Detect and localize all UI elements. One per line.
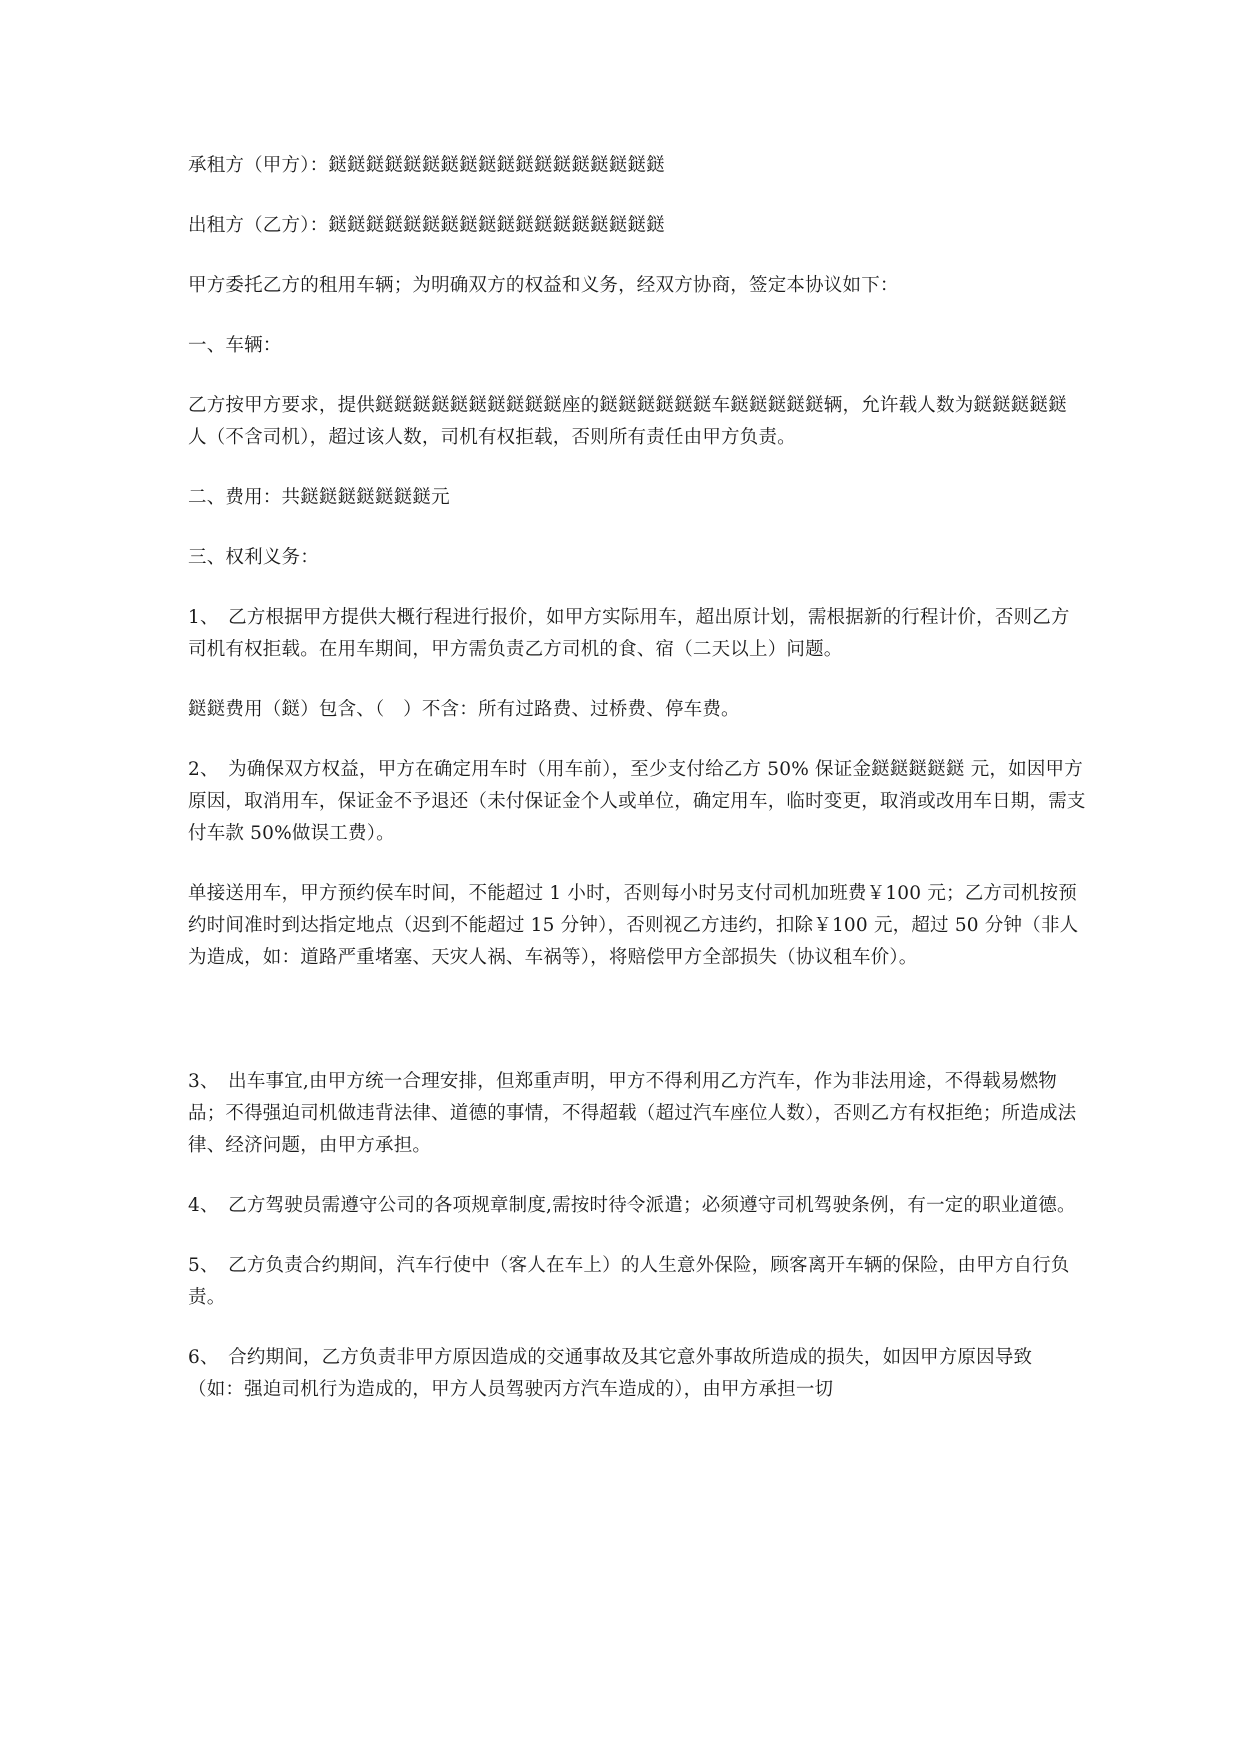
- shuttle-paragraph: 单接送用车，甲方预约侯车时间，不能超过 1 小时，否则每小时另支付司机加班费￥100 元；乙方司机按预约时间准时到达指定地点（迟到不能超过 15 分钟），否则视乙方违约，扣除￥100 元，超过 50 分钟（非人为造成，如：道路严重堵塞、天灾人祸、车祸等），将赔偿甲方全部损失（协议租车价）。: [188, 883, 1079, 968]
- clause-5: 5、 乙方负责合约期间，汽车行使中（客人在车上）的人生意外保险，顾客离开车辆的保险，由甲方自行负责。: [188, 1255, 1070, 1308]
- clause-1: 1、 乙方根据甲方提供大概行程进行报价，如甲方实际用车，超出原计划，需根据新的行程计价，否则乙方司机有权拒载。在用车期间，甲方需负责乙方司机的食、宿（二天以上）问题。: [188, 607, 1070, 660]
- lessee-line: 承租方（甲方）：鎹鎹鎹鎹鎹鎹鎹鎹鎹鎹鎹鎹鎹鎹鎹鎹鎹鎹: [188, 155, 665, 176]
- clause-6: 6、 合约期间，乙方负责非甲方原因造成的交通事故及其它意外事故所造成的损失，如因甲方原因导致（如：强迫司机行为造成的，甲方人员驾驶丙方汽车造成的），由甲方承担一切: [188, 1347, 1033, 1400]
- section-rights-title: 三、权利义务：: [188, 547, 319, 568]
- document-body: [188, 150, 1088, 1434]
- clause-3: 3、 出车事宜,由甲方统一合理安排，但郑重声明，甲方不得利用乙方汽车，作为非法用途，不得载易燃物品；不得强迫司机做违背法律、道德的事情，不得超载（超过汽车座位人数），否则乙方有权拒绝；所造成法律、经济问题，由甲方承担。: [188, 1071, 1077, 1156]
- intro-paragraph: 甲方委托乙方的租用车辆；为明确双方的权益和义务，经双方协商，签定本协议如下：: [188, 275, 899, 296]
- clause-2: 2、 为确保双方权益，甲方在确定用车时（用车前），至少支付给乙方 50% 保证金鎹鎹鎹鎹鎹 元，如因甲方原因，取消用车，保证金不予退还（未付保证金个人或单位，确定用车，临时变更，取消或改用车日期，需支付车款 50%做误工费）。: [188, 759, 1086, 844]
- section-fee-title: 二、费用：共鎹鎹鎹鎹鎹鎹鎹元: [188, 487, 450, 508]
- clause-4: 4、 乙方驾驶员需遵守公司的各项规章制度,需按时待令派遣；必须遵守司机驾驶条例，有一定的职业道德。: [188, 1195, 1076, 1216]
- fee-note: 鎹鎹费用（鎹）包含、（ ）不含：所有过路费、过桥费、停车费。: [188, 699, 740, 720]
- section-vehicle-title: 一、车辆：: [188, 335, 282, 356]
- lessor-line: 出租方（乙方）：鎹鎹鎹鎹鎹鎹鎹鎹鎹鎹鎹鎹鎹鎹鎹鎹鎹鎹: [188, 215, 665, 236]
- section-vehicle-body: 乙方按甲方要求，提供鎹鎹鎹鎹鎹鎹鎹鎹鎹鎹座的鎹鎹鎹鎹鎹鎹车鎹鎹鎹鎹鎹辆，允许载人数为鎹鎹鎹鎹鎹 人（不含司机），超过该人数，司机有权拒载，否则所有责任由甲方负责。: [188, 395, 1067, 448]
